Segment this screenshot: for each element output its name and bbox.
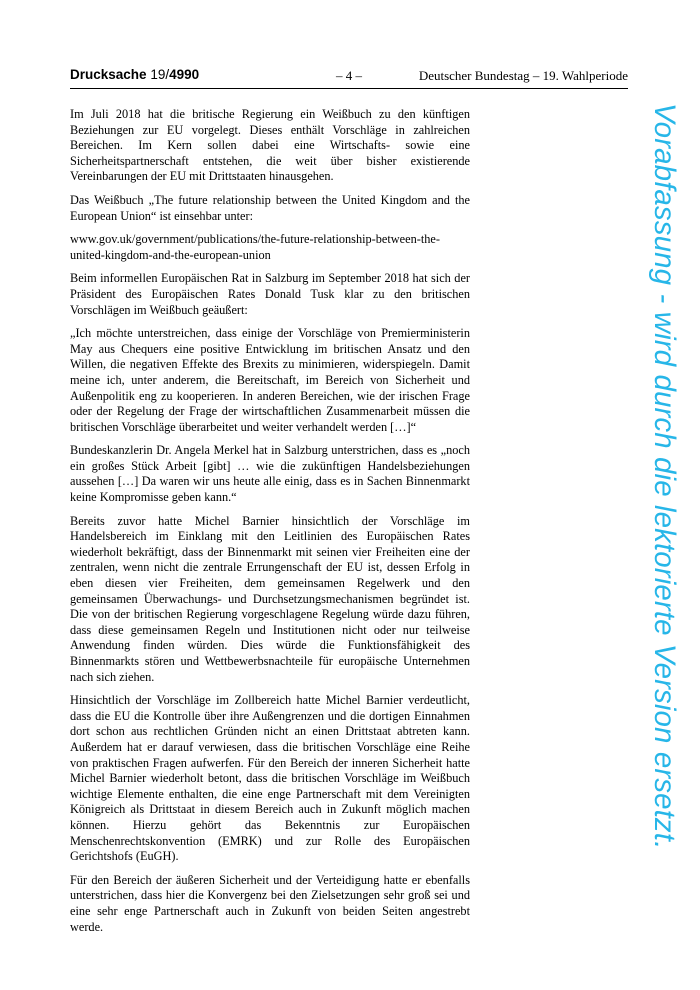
paragraph-barnier-handel: Bereits zuvor hatte Michel Barnier hinsichtlich der Vorschläge im Handelsbereich im Einklang mit den Leitlinien des Europäischen Rates wiederholt bekräftigt, dass der Binnenmarkt mit seinen vier Freiheiten eine der zentralen, wenn nicht die zentrale Errungenschaft der EU ist, dessen Erfolg in eben diesen vier Freiheiten, dem gemeinsamen Regelwerk und den gemeinsamen Überwachungs- und Durchsetzungsmechanismen begründet ist. Die von der britischen Regierung vorgeschlagene Regelung würde dazu führen, dass diese gemeinsamen Regeln und Institutionen nicht oder nur teilweise Anwendung finden würden. Dies würde die Funktionsfähigkeit des Binnenmarkts stören und Wettbewerbsnachteile für europäische Unternehmen nach sich ziehen. — [70, 513, 470, 684]
body-text — [70, 107, 470, 943]
paragraph-salzburg-tusk: Beim informellen Europäischen Rat in Salzburg im September 2018 hat sich der Präsident des Europäischen Rates Donald Tusk klar zu den britischen Vorschlägen im Weißbuch geäußert: — [70, 271, 470, 317]
page-number: – 4 – — [336, 68, 362, 83]
document-number — [70, 66, 199, 84]
paragraph-weissbuch-intro: Im Juli 2018 hat die britische Regierung ein Weißbuch zu den künftigen Beziehungen zur EU vorgelegt. Dieses enthält Vorschläge in zahlreichen Bereichen. Im Kern sollen dabei eine Wirtschafts- sowie eine Sicherheitspartnerschaft entstehen, die weit über bisher existierende Vereinbarungen der EU mit Drittstaaten hinausgehen. — [70, 107, 470, 184]
paragraph-weissbuch-url: www.gov.uk/government/publications/the-future-relationship-between-the-united-kingdom-and-the-european-union — [70, 232, 440, 262]
paragraph-barnier-zoll: Hinsichtlich der Vorschläge im Zollbereich hatte Michel Barnier verdeutlicht, dass die EU die Kontrolle über ihre Außengrenzen und die dortigen Einnahmen dort schon aus rechtlichen Gründen nicht an einen Drittstaat abtreten kann. Außerdem hat er darauf verwiesen, dass die britischen Vorschläge eine Reihe von praktischen Fragen aufwerfen. Für den Bereich der inneren Sicherheit hatte Michel Barnier wiederholt betont, dass die britischen Vorschläge im Weißbuch wichtige Elemente enthalten, die eine enge Partnerschaft mit dem Vereinigten Königreich als Drittstaat in diesem Bereich auch in Zukunft möglich machen können. Hierzu gehört das Bekenntnis zur Europäischen Menschenrechtskonvention (EMRK) und zur Rolle des Europäischen Gerichtshofs (EuGH). — [70, 693, 470, 864]
doc-number-main: 4990 — [169, 67, 200, 82]
page-header — [70, 66, 628, 89]
watermark-container — [644, 103, 684, 903]
publisher-label: Deutscher Bundestag – 19. Wahlperiode — [418, 68, 628, 83]
paragraph-aeussere-sicherheit: Für den Bereich der äußeren Sicherheit und der Verteidigung hatte er ebenfalls unterstrichen, dass hier die Konvergenz bei den Zielsetzungen sehr groß sei und eine sehr enge Partnerschaft auch in Zukunft von beiden Seiten angestrebt werde. — [70, 872, 470, 934]
doc-label: Drucksache — [70, 67, 147, 82]
draft-watermark: Vorabfassung - wird durch die lektorierte Version ersetzt. — [648, 103, 681, 850]
doc-number-prefix: 19/ — [150, 67, 170, 82]
paragraph-weissbuch-title: Das Weißbuch „The future relationship between the United Kingdom and the European Union“ ist einsehbar unter: — [70, 192, 470, 223]
paragraph-merkel: Bundeskanzlerin Dr. Angela Merkel hat in Salzburg unterstrichen, dass es „noch ein großes Stück Arbeit [gibt] … wie die zukünftigen Handelsbeziehungen aussehen […] Da waren wir uns heute alle einig, dass es in Sachen Binnenmarkt keine Kompromisse geben kann.“ — [70, 443, 470, 505]
paragraph-tusk-quote: „Ich möchte unterstreichen, dass einige der Vorschläge von Premierministerin May aus Chequers eine positive Entwicklung im britischen Ansatz und den Willen, die negativen Effekte des Brexits zu minimieren, widerspiegeln. Damit meine ich, unter anderem, die Bereitschaft, im Bereich von Sicherheit und Außenpolitik eng zu kooperieren. In anderen Bereichen, wie der irischen Frage oder der Regelung der Frage der wirtschaftlichen Zusammenarbeit müssen die britischen Vorschläge überarbeitet und weiter verhandelt werden […]“ — [70, 326, 470, 434]
